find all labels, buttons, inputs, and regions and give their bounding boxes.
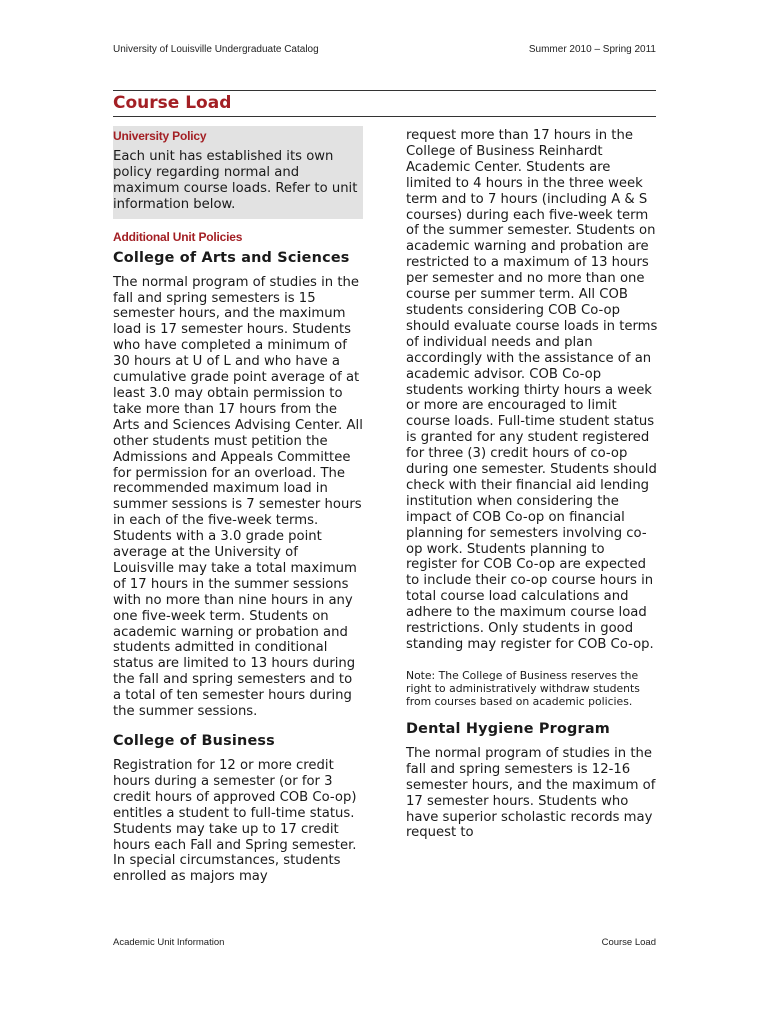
dental-hygiene-text: The normal program of studies in the fall and spring semesters is 12-16 semester hours, and the maximum of 17 semester hours. Students who have superior scholastic records may request to bbox=[406, 745, 656, 841]
running-footer bbox=[113, 937, 656, 951]
business-text-part2: request more than 17 hours in the College of Business Reinhardt Academic Center. Students are limited to 4 hours in the three week term and to 7 hours (including A & S courses) during each five-week term of the summer semester. Students on academic warning and probation are restricted to a maximum of 13 hours per semester and no more than one course per summer term. All COB students considering COB Co-op should evaluate course loads in terms of individual needs and plan accordingly with the assistance of an academic advisor. COB Co-op students working thirty hours a week or more are encouraged to limit course loads. Full-time student status is granted for any student registered for three (3) credit hours of co-op during one semester. Students should check with their financial aid lending institution when considering the impact of COB Co-op on financial planning for semesters involving co-op work. Students planning to register for COB Co-op are expected to include their co-op course hours in total course load calculations and adhere to the maximum course load restrictions. Only students in good standing may register for COB Co-op. bbox=[406, 128, 658, 652]
dental-hygiene-heading: Dental Hygiene Program bbox=[406, 720, 610, 737]
additional-unit-policies-label: Additional Unit Policies bbox=[113, 229, 243, 244]
business-note: Note: The College of Business reserves the right to administratively withdraw students from courses based on academic policies. bbox=[406, 668, 640, 708]
title-rule-top bbox=[113, 90, 656, 91]
university-policy-label: University Policy bbox=[113, 129, 207, 143]
left-column bbox=[113, 126, 363, 897]
catalog-name: University of Louisville Undergraduate Catalog bbox=[113, 44, 319, 55]
university-policy-text: Each unit has established its own policy regarding normal and maximum course loads. Refer to unit information below. bbox=[113, 149, 358, 212]
footer-topic: Course Load bbox=[601, 937, 656, 948]
business-text-part1: Registration for 12 or more credit hours during a semester (or for 3 credit hours of approved COB Co-op) entitles a student to full-time status. Students may take up to 17 credit hours each Fall and Spring semester. In special circumstances, students enrolled as majors may bbox=[113, 758, 357, 885]
right-column bbox=[406, 128, 658, 841]
page-title: Course Load bbox=[113, 93, 232, 113]
title-rule-bottom bbox=[113, 116, 656, 117]
business-heading: College of Business bbox=[113, 733, 275, 749]
catalog-term: Summer 2010 – Spring 2011 bbox=[528, 44, 656, 55]
running-header bbox=[113, 44, 656, 58]
arts-sciences-heading: College of Arts and Sciences bbox=[113, 249, 350, 266]
university-policy-box bbox=[113, 126, 363, 219]
arts-sciences-text: The normal program of studies in the fall and spring semesters is 15 semester hours, and the maximum load is 17 semester hours. Students who have completed a minimum of 30 hours at U of L and who have a cumulative grade point average of at least 3.0 may obtain permission to take more than 17 hours from the Arts and Sciences Advising Center. All other students must petition the Admissions and Appeals Committee for permission for an overload. The recommended maximum load in summer sessions is 7 semester hours in each of the five-week terms. Students with a 3.0 grade point average at the University of Louisville may take a total maximum of 17 hours in the summer sessions with no more than nine hours in any one five-week term. Students on academic warning or probation and students admitted in conditional status are limited to 13 hours during the fall and spring semesters and to a total of ten semester hours during the summer sessions. bbox=[113, 274, 363, 720]
footer-section: Academic Unit Information bbox=[113, 937, 225, 948]
